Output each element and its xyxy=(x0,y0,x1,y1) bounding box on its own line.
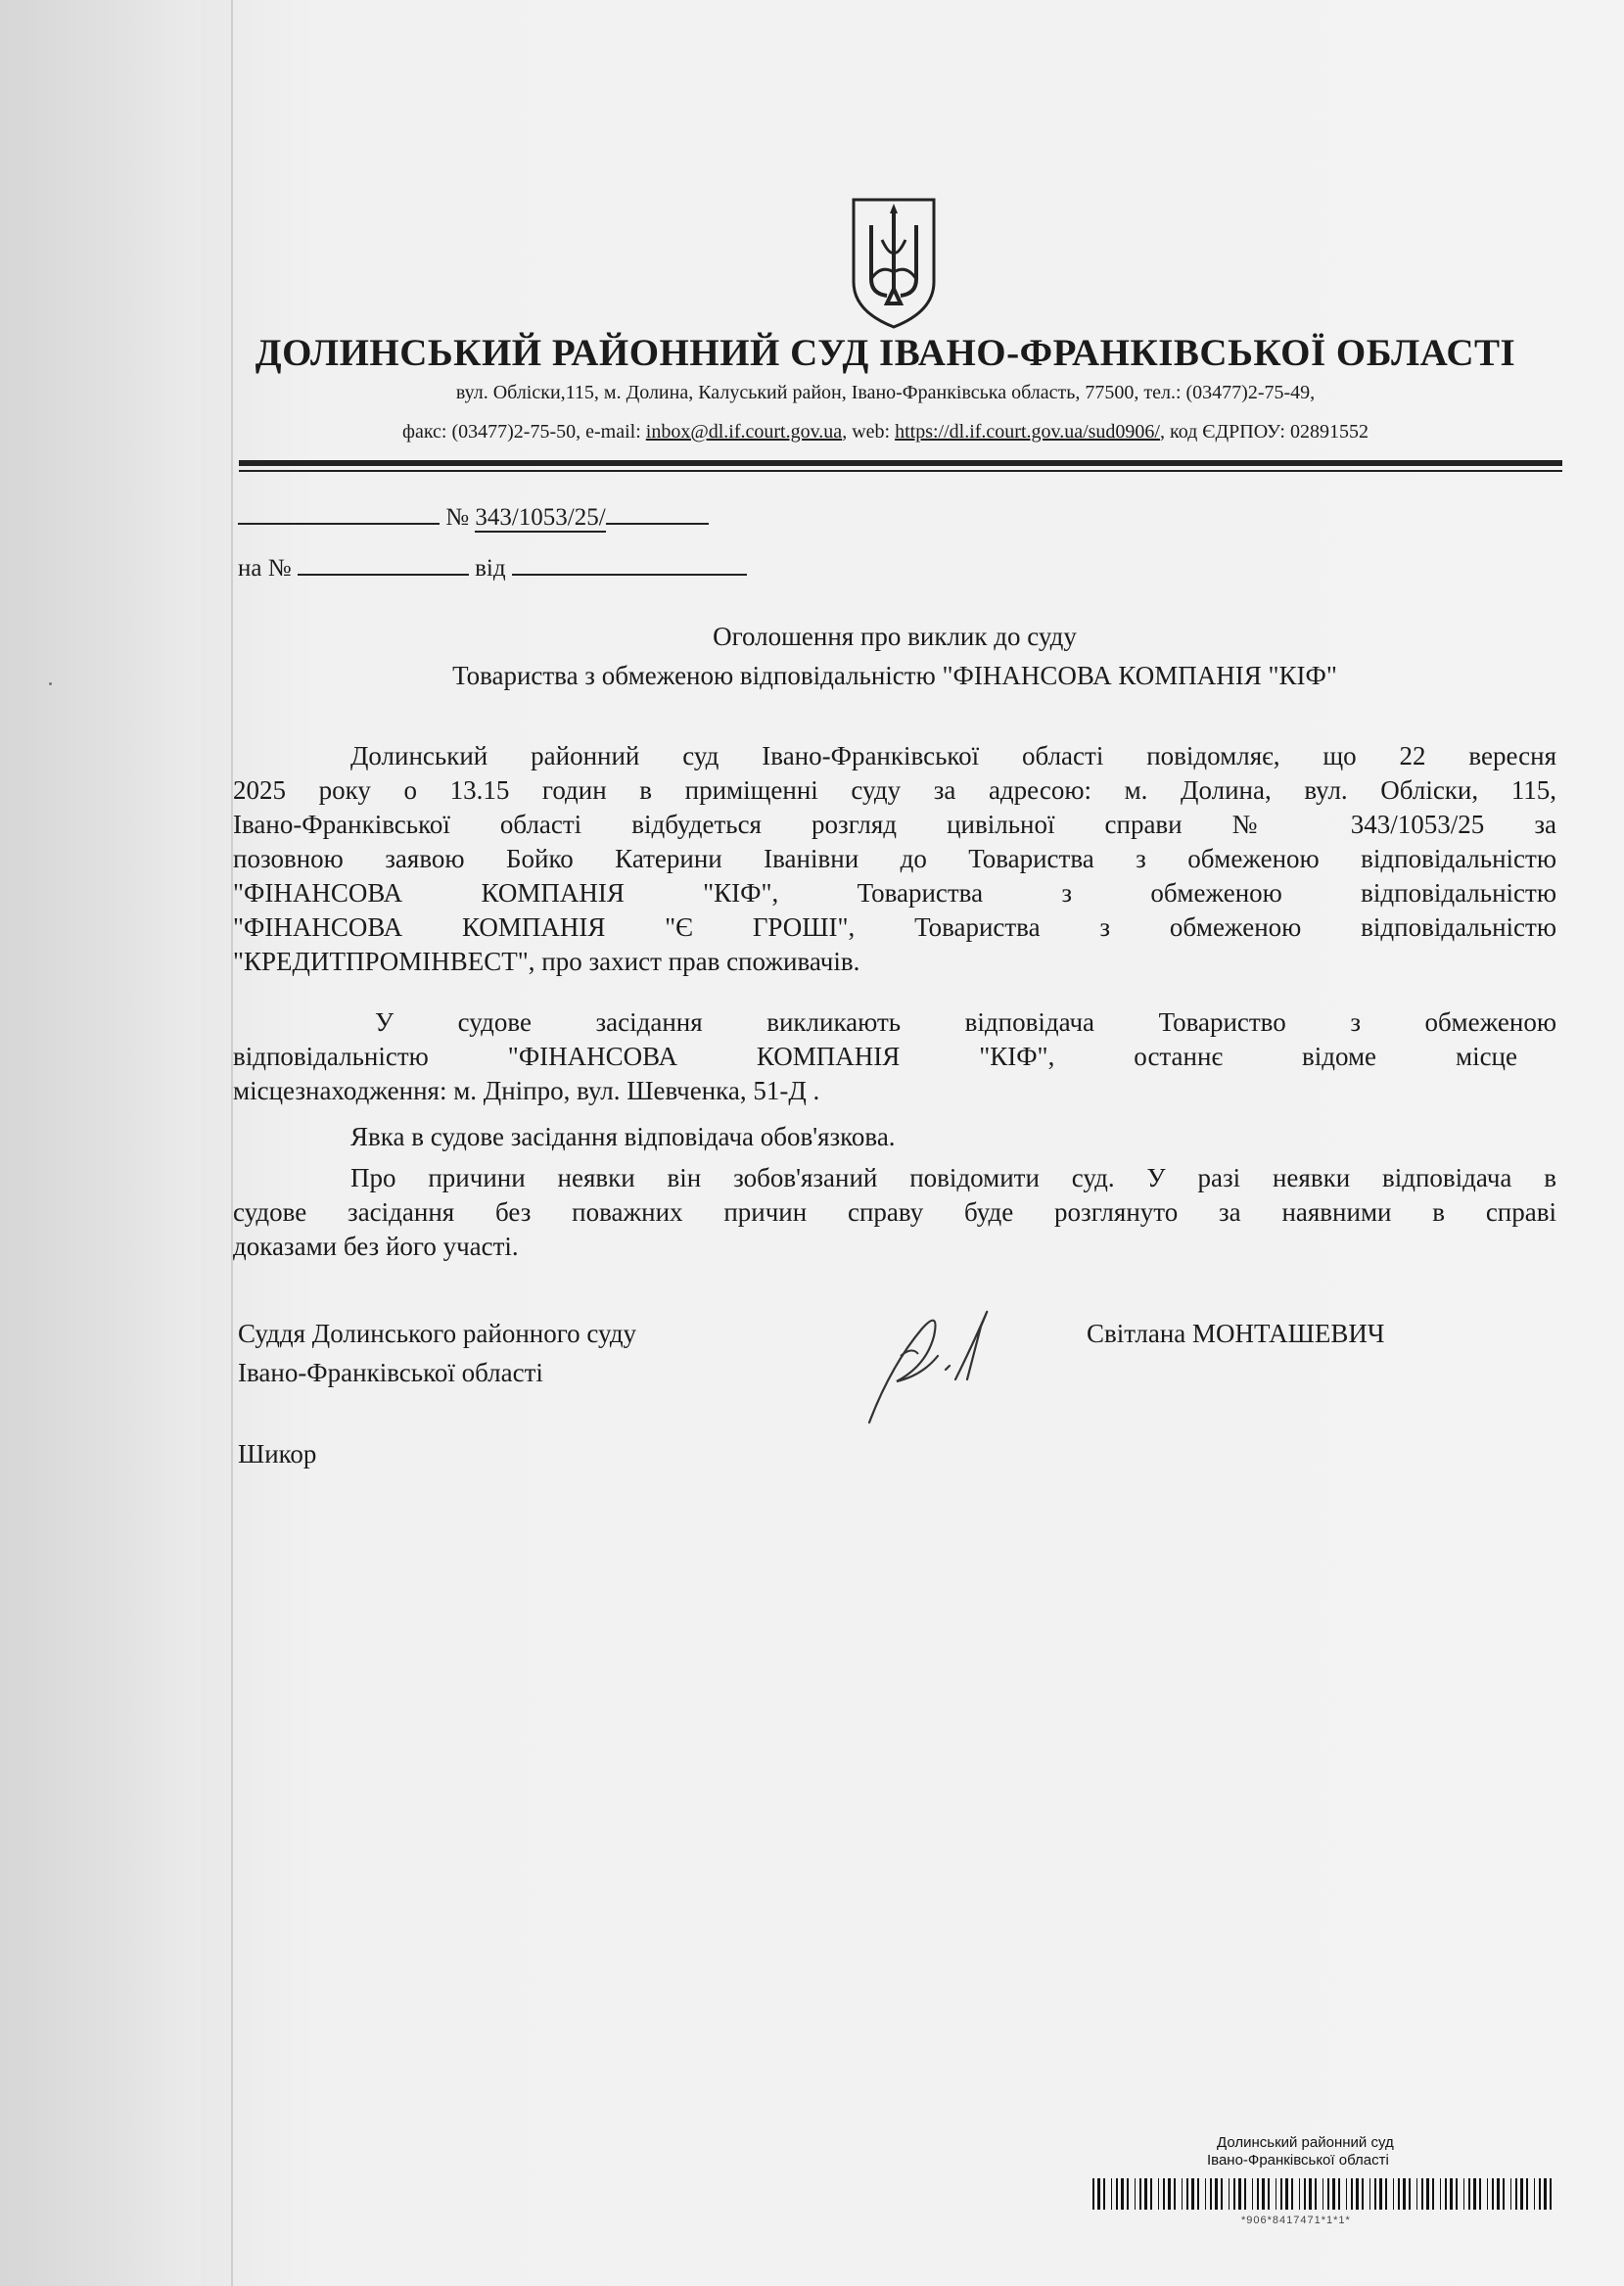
barcode-bar xyxy=(1479,2178,1481,2210)
judge-name: Світлана МОНТАШЕВИЧ xyxy=(1087,1319,1385,1348)
barcode-bar xyxy=(1510,2178,1511,2210)
barcode-bar xyxy=(1456,2178,1458,2210)
on-number-blank xyxy=(298,574,469,576)
court-contacts xyxy=(147,421,1624,443)
stamp-court-name: Долинський районний суд xyxy=(1217,2134,1394,2151)
barcode-bar xyxy=(1309,2178,1312,2210)
barcode-bar xyxy=(1327,2178,1329,2210)
text-line: У судове засідання викликають відповідача Товариство з обмеженою xyxy=(375,1007,1556,1037)
text-line: Про причини неявки він зобов'язаний повідомити суд. У разі неявки відповідача в xyxy=(350,1163,1556,1192)
barcode-bar xyxy=(1280,2178,1282,2210)
barcode-bar xyxy=(1385,2178,1387,2210)
barcode-bar xyxy=(1534,2178,1535,2210)
barcode-bar xyxy=(1191,2178,1194,2210)
barcode-bar xyxy=(1432,2178,1434,2210)
barcode-bar xyxy=(1473,2178,1476,2210)
paragraph-absence xyxy=(233,1161,1556,1264)
judge-position-line2: Івано-Франківської області xyxy=(238,1358,543,1387)
text-line: "КРЕДИТПРОМІНВЕСТ", про захист прав споживачів. xyxy=(233,947,860,976)
incoming-reference xyxy=(238,555,747,583)
barcode-bar xyxy=(1257,2178,1259,2210)
barcode-bar xyxy=(1379,2178,1382,2210)
barcode-bar xyxy=(1468,2178,1470,2210)
barcode-bar xyxy=(1238,2178,1241,2210)
barcode-bar xyxy=(1426,2178,1429,2210)
web-link[interactable]: https://dl.if.court.gov.ua/sud0906/ xyxy=(895,421,1160,443)
from-blank xyxy=(512,574,747,576)
barcode-bar xyxy=(1369,2178,1370,2210)
barcode-bar xyxy=(1174,2178,1176,2210)
barcode-bar xyxy=(1539,2178,1541,2210)
text-line: "ФІНАНСОВА КОМПАНІЯ "КІФ", Товариства з обмеженою відповідальністю xyxy=(233,878,1556,908)
barcode-bar xyxy=(1111,2178,1112,2210)
text-line: доказами без його участі. xyxy=(233,1232,519,1261)
text-line: Явка в судове засідання відповідача обов'язкова. xyxy=(350,1122,896,1151)
barcode-bar xyxy=(1116,2178,1118,2210)
barcode-bar xyxy=(1544,2178,1547,2210)
barcode-bar xyxy=(1163,2178,1165,2210)
barcode-bar xyxy=(1233,2178,1235,2210)
paragraph-attendance xyxy=(233,1120,1556,1154)
barcode-bar xyxy=(1497,2178,1500,2210)
barcode-bar xyxy=(1268,2178,1270,2210)
barcode-bar xyxy=(1362,2178,1364,2210)
outgoing-number xyxy=(238,504,709,532)
barcode-bar xyxy=(1121,2178,1124,2210)
barcode-bar xyxy=(1103,2178,1105,2210)
barcode-bar xyxy=(1197,2178,1199,2210)
number-sign: № xyxy=(445,504,470,531)
text-line: місцезнаходження: м. Дніпро, вул. Шевченка, 51-Д . xyxy=(233,1076,820,1105)
barcode-number: *906*8417471*1*1* xyxy=(1241,2215,1351,2226)
barcode-bar xyxy=(1291,2178,1293,2210)
barcode-bar xyxy=(1158,2178,1159,2210)
court-name: ДОЛИНСЬКИЙ РАЙОННИЙ СУД ІВАНО-ФРАНКІВСЬКОЇ ОБЛАСТІ xyxy=(255,332,1516,374)
barcode-bar xyxy=(1262,2178,1265,2210)
barcode-bar xyxy=(1445,2178,1447,2210)
scan-speck xyxy=(49,682,52,685)
barcode-bar xyxy=(1210,2178,1212,2210)
web-label: , web: xyxy=(842,421,896,443)
barcode-bar xyxy=(1463,2178,1464,2210)
barcode-bar xyxy=(1398,2178,1400,2210)
handwritten-signature xyxy=(861,1297,1008,1429)
barcode-bar xyxy=(1450,2178,1453,2210)
document-number: 343/1053/25/ xyxy=(475,504,606,531)
barcode-bar xyxy=(1168,2178,1171,2210)
text-line: відповідальністю "ФІНАНСОВА КОМПАНІЯ "КІФ", останнє відоме місце xyxy=(233,1042,1517,1071)
barcode-bar xyxy=(1315,2178,1317,2210)
barcode-bar xyxy=(1440,2178,1441,2210)
barcode-bar xyxy=(1139,2178,1141,2210)
text-line: позовною заявою Бойко Катерини Іванівни до Товариства з обмеженою відповідальністю xyxy=(233,844,1556,873)
barcode-bar xyxy=(1503,2178,1505,2210)
date-blank xyxy=(238,523,440,525)
barcode-bar xyxy=(1144,2178,1147,2210)
barcode-bar xyxy=(1097,2178,1100,2210)
barcode-bar xyxy=(1299,2178,1300,2210)
barcode-bar xyxy=(1421,2178,1423,2210)
stamp-region: Івано-Франківської області xyxy=(1207,2152,1389,2169)
from-label: від xyxy=(475,555,506,582)
barcode-bar xyxy=(1285,2178,1288,2210)
barcode-bar xyxy=(1338,2178,1340,2210)
barcode-bar xyxy=(1182,2178,1183,2210)
barcode-bar xyxy=(1150,2178,1152,2210)
barcode-bar xyxy=(1135,2178,1136,2210)
text-line: судове засідання без поважних причин справу буде розглянуто за наявними в справі xyxy=(233,1197,1556,1227)
text-line: Івано-Франківської області відбудеться розгляд цивільної справи № 343/1053/25 за xyxy=(233,810,1556,839)
barcode-bar xyxy=(1127,2178,1129,2210)
text-line: 2025 року о 13.15 годин в приміщенні суду за адресою: м. Долина, вул. Обліски, 115, xyxy=(233,775,1556,805)
barcode-bar xyxy=(1252,2178,1253,2210)
court-address: вул. Обліски,115, м. Долина, Калуський район, Івано-Франківська область, 77500, тел.: (03477)2-75-49, xyxy=(455,382,1316,403)
on-number-label: на № xyxy=(238,555,292,582)
barcode-bar xyxy=(1526,2178,1528,2210)
executor-name: Шикор xyxy=(238,1439,317,1469)
number-blank xyxy=(606,523,709,525)
barcode-bar xyxy=(1346,2178,1347,2210)
notice-subject: Товариства з обмеженою відповідальністю "ФІНАНСОВА КОМПАНІЯ "КІФ" xyxy=(452,661,1337,690)
barcode-bar xyxy=(1520,2178,1523,2210)
fax-label: факс: (03477)2-75-50, e-mail: xyxy=(401,421,646,443)
barcode-bar xyxy=(1215,2178,1218,2210)
barcode-bar xyxy=(1409,2178,1411,2210)
text-line: "ФІНАНСОВА КОМПАНІЯ "Є ГРОШІ", Товариства з обмеженою відповідальністю xyxy=(233,912,1556,942)
paragraph-hearing xyxy=(233,739,1556,979)
barcode-bar xyxy=(1416,2178,1417,2210)
judge-position-line1: Суддя Долинського районного суду xyxy=(238,1319,637,1348)
barcode-bar xyxy=(1229,2178,1230,2210)
barcode-bar xyxy=(1487,2178,1488,2210)
barcode-bar xyxy=(1322,2178,1323,2210)
header-rule-thin xyxy=(239,470,1562,472)
barcode-bar xyxy=(1304,2178,1306,2210)
text-line: Долинський районний суд Івано-Франківської області повідомляє, що 22 вересня xyxy=(350,741,1556,770)
barcode-bar xyxy=(1356,2178,1359,2210)
barcode-bar xyxy=(1205,2178,1206,2210)
barcode-bar xyxy=(1515,2178,1517,2210)
barcode-bar xyxy=(1351,2178,1353,2210)
barcode-bar xyxy=(1492,2178,1494,2210)
barcode-bar xyxy=(1374,2178,1376,2210)
barcode-bar xyxy=(1393,2178,1394,2210)
edrpou-code: , код ЄДРПОУ: 02891552 xyxy=(1160,421,1369,443)
barcode-bar xyxy=(1332,2178,1335,2210)
header-rule-thick xyxy=(239,460,1562,466)
barcode-bar xyxy=(1221,2178,1223,2210)
paragraph-summons xyxy=(233,1005,1556,1108)
coat-of-arms-icon xyxy=(850,196,938,331)
email-link[interactable]: inbox@dl.if.court.gov.ua xyxy=(645,421,843,443)
notice-title: Оголошення про виклик до суду xyxy=(713,622,1077,651)
barcode-bar xyxy=(1244,2178,1246,2210)
barcode-bar xyxy=(1403,2178,1406,2210)
barcode xyxy=(1092,2178,1553,2210)
barcode-bar xyxy=(1092,2178,1094,2210)
barcode-bar xyxy=(1186,2178,1188,2210)
barcode-bar xyxy=(1550,2178,1552,2210)
